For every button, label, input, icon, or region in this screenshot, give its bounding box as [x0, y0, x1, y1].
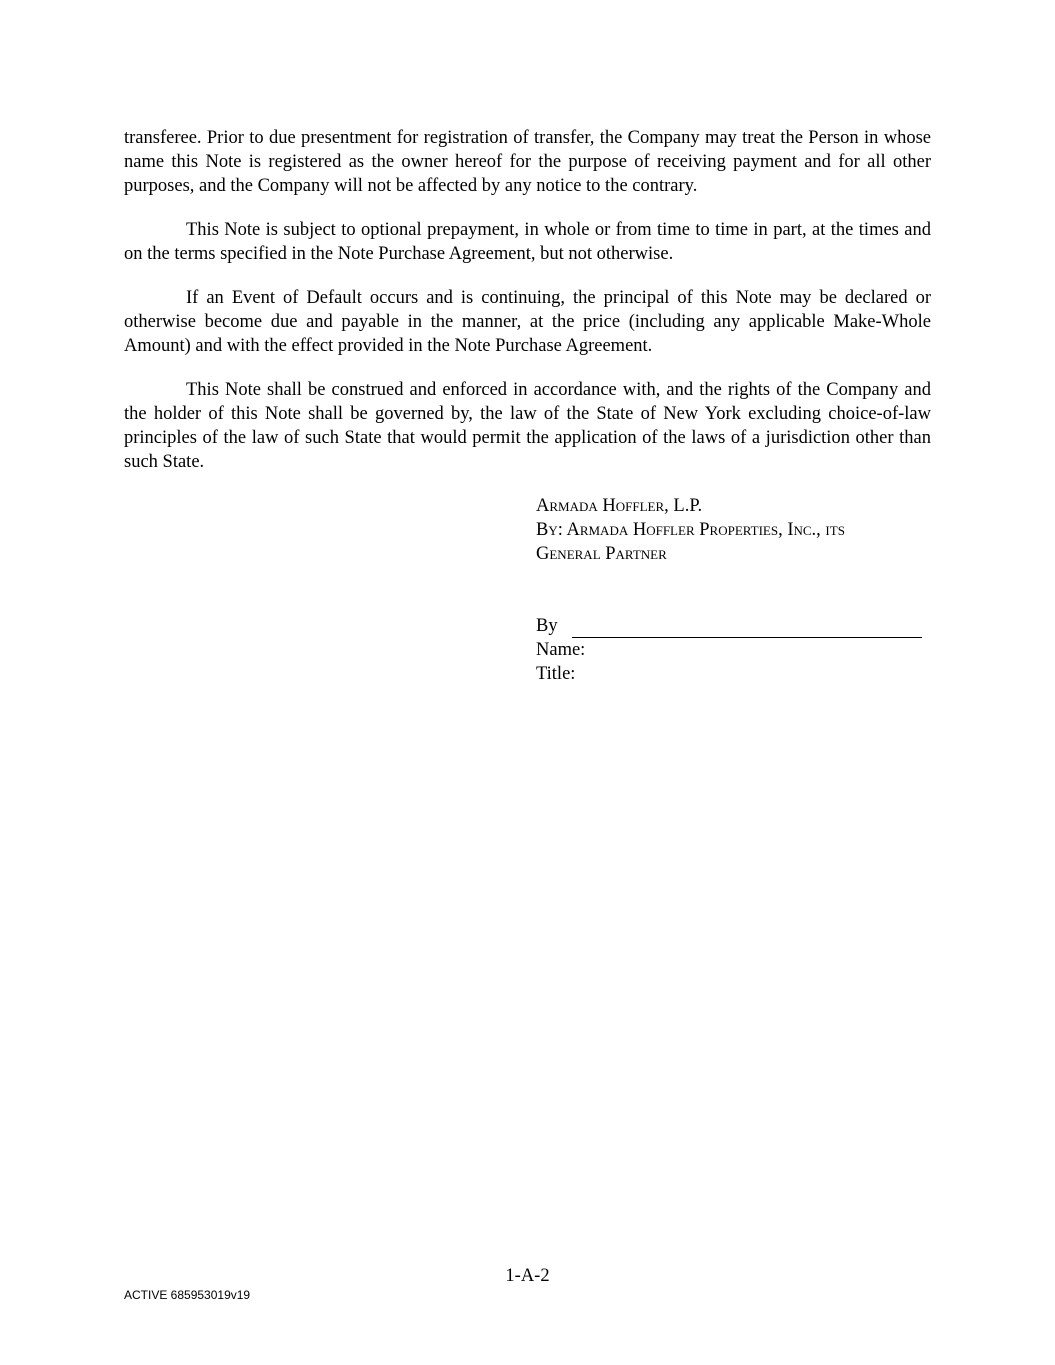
- signature-line-row: [536, 614, 936, 638]
- signatory-by-line: By: Armada Hoffler Properties, Inc., its: [536, 520, 845, 540]
- name-label: Name:: [536, 640, 586, 660]
- paragraph-governing-law: This Note shall be construed and enforced in accordance with, and the rights of the Company and the holder of this Note shall be governed by, the law of the State of New York excluding choice-of-law principles of the law of such State that would permit the application of the laws of a jurisdiction other than such State.: [124, 380, 931, 472]
- page-number: 1-A-2: [505, 1266, 550, 1286]
- document-id: ACTIVE 685953019v19: [124, 1288, 251, 1302]
- signatory-company: Armada Hoffler, L.P.: [536, 496, 703, 516]
- by-label: By: [536, 616, 558, 636]
- signature-block: [536, 494, 936, 686]
- signature-line: [572, 617, 922, 638]
- paragraph-transfer: transferee. Prior to due presentment for registration of transfer, the Company may treat the Person in whose name this Note is registered as the owner hereof for the purpose of receiving payment and for all other purposes, and the Company will not be affected by any notice to the contrary.: [124, 128, 931, 196]
- paragraph-prepayment: This Note is subject to optional prepayment, in whole or from time to time in part, at the times and on the terms specified in the Note Purchase Agreement, but not otherwise.: [124, 220, 931, 264]
- note-body: [124, 126, 931, 494]
- signatory-role: General Partner: [536, 544, 667, 564]
- paragraph-default: If an Event of Default occurs and is continuing, the principal of this Note may be declared or otherwise become due and payable in the manner, at the price (including any applicable Make-Whole Amount) and with the effect provided in the Note Purchase Agreement.: [124, 288, 931, 356]
- title-label: Title:: [536, 664, 576, 684]
